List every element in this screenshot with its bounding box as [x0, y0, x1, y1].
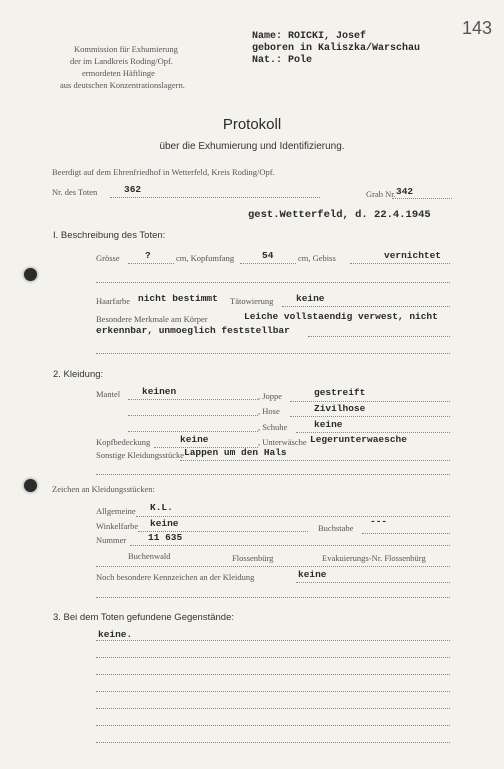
hose-label: , Hose [258, 406, 280, 416]
person-birth: geboren in Kaliszka/Warschau [252, 43, 421, 54]
camp-evakuierung: Evakuierungs-Nr. Flossenbürg [322, 553, 426, 563]
winkelfarbe-label: Winkelfarbe [96, 521, 139, 531]
kopfbedeckung-label: Kopfbedeckung [96, 437, 151, 447]
buchstabe-value: --- [370, 516, 388, 527]
camp-flossenbuerg: Flossenbürg [232, 553, 274, 563]
joppe-label: , Joppe [258, 391, 283, 401]
nr-value: 362 [124, 184, 142, 195]
nummer-value: 11 635 [148, 532, 183, 543]
haarfarbe-value: nicht bestimmt [138, 293, 218, 304]
schuhe-value: keine [314, 419, 343, 430]
commission-line-2: der im Landkreis Roding/Opf. [70, 56, 173, 66]
noch-value: keine [298, 569, 327, 580]
commission-line-4: aus deutschen Konzentrationslagern. [60, 80, 185, 90]
winkelfarbe-value: keine [150, 518, 179, 529]
merkmale-label: Besondere Merkmale am Körper [96, 314, 208, 324]
taetowierung-value: keine [296, 293, 325, 304]
groesse-label: Grösse [96, 253, 120, 263]
commission-line-3: ermordeten Häftlinge [82, 68, 155, 78]
joppe-value: gestreift [314, 387, 366, 398]
grab-value: 342 [396, 186, 414, 197]
nr-label: Nr. des Toten [52, 187, 98, 197]
mantel-value: keinen [142, 386, 177, 397]
camp-buchenwald: Buchenwald [128, 551, 171, 561]
page-number: 143 [461, 18, 492, 38]
buried-text: Beerdigt auf dem Ehrenfriedhof in Wetterfeld, Kreis Roding/Opf. [52, 167, 275, 177]
death-text: gest.Wetterfeld, d. 22.4.1945 [248, 209, 431, 221]
merkmale-value-1: Leiche vollstaendig verwest, nicht [244, 311, 438, 322]
merkmale-value-2: erkennbar, unmoeglich feststellbar [96, 325, 290, 336]
section2-heading: 2. Kleidung: [53, 369, 104, 380]
allgemeine-value: K.L. [150, 502, 173, 513]
schuhe-label: , Schuhe [258, 422, 288, 432]
unterwaesche-label: , Unterwäsche [258, 437, 307, 447]
punch-hole [24, 268, 37, 281]
section1-heading: I. Beschreibung des Toten: [53, 230, 166, 241]
punch-hole [24, 479, 37, 492]
groesse-value: ? [145, 250, 151, 261]
sonstige-label: Sonstige Kleidungsstücke [96, 450, 185, 460]
kopfumfang-label: cm, Kopfumfang [176, 253, 235, 263]
document-subtitle: über die Exhumierung und Identifizierung. [159, 141, 345, 152]
section3-heading: 3. Bei dem Toten gefundene Gegenstände: [53, 612, 234, 623]
unterwaesche-value: Legerunterwaesche [310, 434, 407, 445]
noch-label: Noch besondere Kennzeichen an der Kleidung [96, 572, 255, 582]
hose-value: Zivilhose [314, 403, 366, 414]
kopfumfang-value: 54 [262, 250, 274, 261]
person-name: Name: ROICKI, Josef [252, 31, 367, 42]
sonstige-value: Lappen um den Hals [184, 447, 287, 458]
zeichen-heading: Zeichen an Kleidungsstücken: [52, 484, 155, 494]
gebiss-label: cm, Gebiss [298, 253, 336, 263]
nummer-label: Nummer [96, 535, 127, 545]
taetowierung-label: Tätowierung [230, 296, 274, 306]
gegenstaende-value: keine. [98, 629, 133, 640]
allgemeine-label: Allgemeine [96, 506, 136, 516]
person-nationality: Nat.: Pole [252, 55, 313, 66]
kopfbedeckung-value: keine [180, 434, 209, 445]
mantel-label: Mantel [96, 389, 121, 399]
haarfarbe-label: Haarfarbe [96, 296, 130, 306]
gebiss-value: vernichtet [384, 250, 442, 261]
grab-label: Grab Nr. [366, 189, 396, 199]
buchstabe-label: Buchstabe [318, 523, 354, 533]
document-title: Protokoll [222, 116, 282, 133]
commission-line-1: Kommission für Exhumierung [74, 44, 178, 54]
